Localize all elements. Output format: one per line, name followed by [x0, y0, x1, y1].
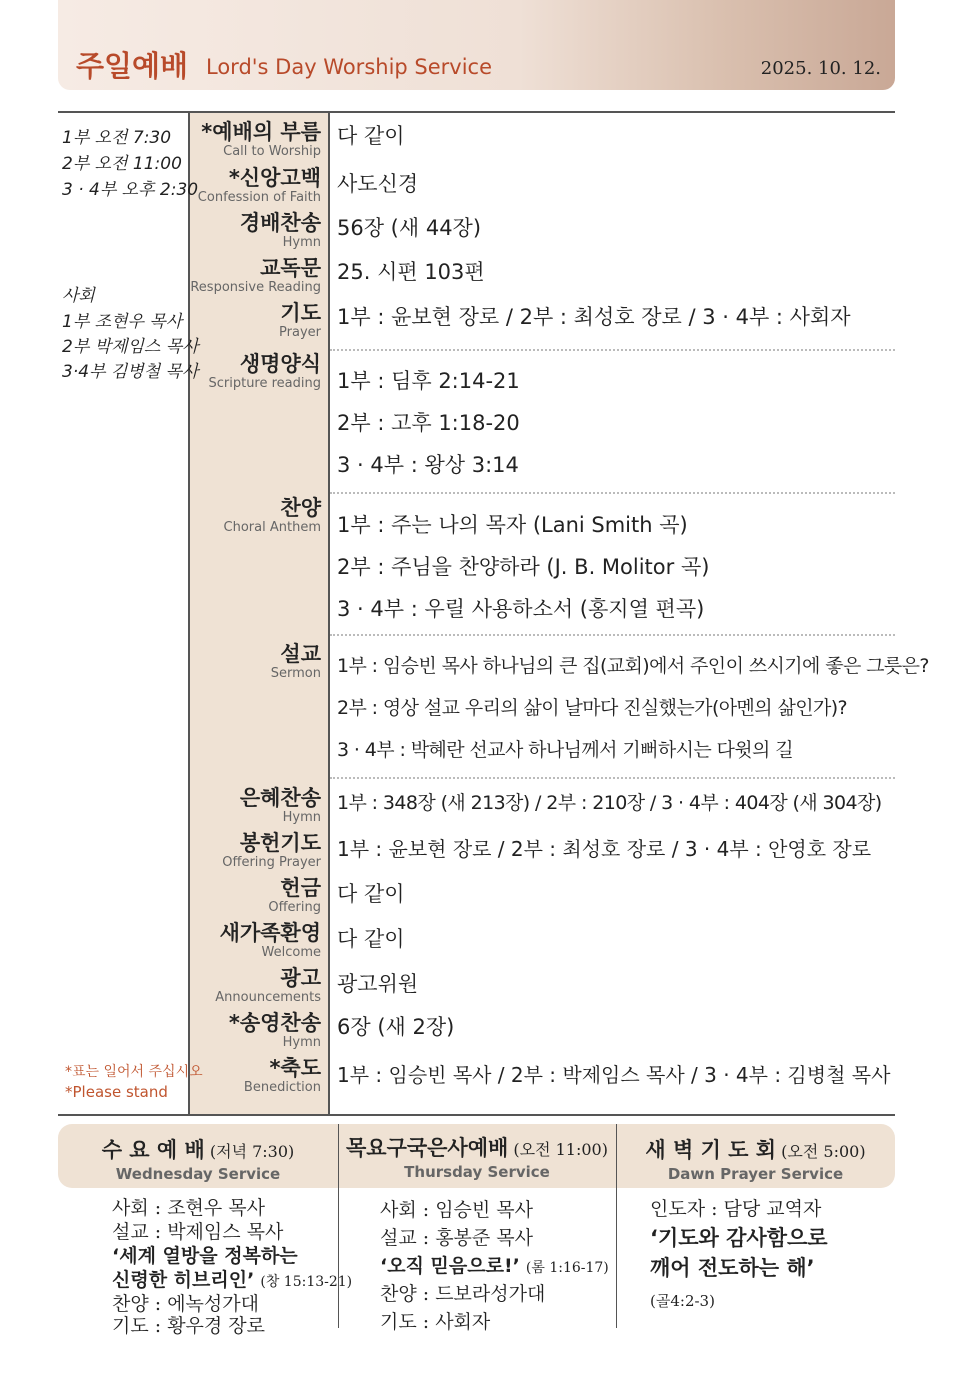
header-banner — [58, 0, 895, 90]
thursday-service-title: 목요구국은사예배 (오전 11:00) Thursday Service — [346, 1136, 608, 1181]
value-call-to-worship: 다 같이 — [337, 124, 405, 148]
label-confession: *신앙고백 Confession of Faith — [197, 166, 321, 205]
bottom-rule — [58, 1114, 895, 1116]
value-anthem-1: 1부 : 주는 나의 목자 (Lani Smith 곡) — [337, 513, 688, 537]
time-2: 2부 오전 11:00 — [62, 154, 182, 174]
divider — [330, 349, 895, 351]
dawn-theme-2: 깨어 전도하는 해’ — [650, 1256, 815, 1280]
thursday-choir: 찬양 : 드보라성가대 — [380, 1283, 546, 1305]
wednesday-service-title: 수 요 예 배 (저녁 7:30) Wednesday Service — [101, 1138, 295, 1183]
label-offering-prayer: 봉헌기도 Offering Prayer — [222, 831, 321, 870]
label-sermon: 설교 Sermon — [270, 642, 321, 681]
presider-2: 2부 박제임스 목사 — [62, 337, 199, 357]
value-offering-prayer: 1부 : 윤보현 장로 / 2부 : 최성호 장로 / 3 · 4부 : 안영호 장로 — [337, 837, 872, 861]
value-offering: 다 같이 — [337, 882, 405, 906]
label-benediction: *축도 Benediction — [243, 1056, 321, 1095]
value-welcome: 다 같이 — [337, 927, 405, 951]
label-call-to-worship: *예배의 부름 Call to Worship — [201, 120, 321, 159]
presider-3: 3·4부 김병철 목사 — [62, 362, 199, 382]
dawn-leader: 인도자 : 담당 교역자 — [650, 1198, 822, 1220]
divider — [330, 492, 895, 494]
value-scripture-1: 1부 : 딤후 2:14-21 — [337, 369, 520, 393]
value-confession: 사도신경 — [337, 172, 419, 196]
divider — [330, 777, 895, 779]
label-responsive-reading: 교독문 Responsive Reading — [190, 256, 321, 295]
thursday-sermon-title: ‘오직 믿음으로!’ (롬 1:16-17) — [380, 1255, 609, 1277]
wednesday-presider: 사회 : 조현우 목사 — [112, 1197, 265, 1219]
presider-1: 1부 조현우 목사 — [62, 312, 183, 332]
value-benediction: 1부 : 임승빈 목사 / 2부 : 박제임스 목사 / 3 · 4부 : 김병철 목사 — [337, 1063, 891, 1087]
label-hymn-2: 은혜찬송 Hymn — [239, 786, 321, 825]
label-anthem: 찬양 Choral Anthem — [223, 496, 321, 535]
label-prayer: 기도 Prayer — [279, 301, 321, 340]
label-announcements: 광고 Announcements — [215, 966, 321, 1005]
value-scripture-2: 2부 : 고후 1:18-20 — [337, 411, 520, 435]
thursday-preacher: 설교 : 홍봉준 목사 — [380, 1227, 533, 1249]
label-welcome: 새가족환영 Welcome — [219, 921, 321, 960]
page-title: 주일예배 — [76, 49, 189, 83]
value-hymn-1: 56장 (새 44장) — [337, 216, 482, 240]
value-sermon-1: 1부 : 임승빈 목사 하나님의 큰 집(교회)에서 주인이 쓰시기에 좋은 그릇은? — [337, 655, 929, 677]
stand-note-ko: *표는 일어서 주십시오 — [65, 1064, 203, 1080]
value-hymn-2: 1부 : 348장 (새 213장) / 2부 : 210장 / 3 · 4부 : 404장 (새 304장) — [337, 792, 882, 814]
value-anthem-3: 3 · 4부 : 우릴 사용하소서 (홍지열 편곡) — [337, 597, 705, 621]
dawn-prayer-title: 새 벽 기 도 회 (오전 5:00) Dawn Prayer Service — [645, 1138, 866, 1183]
wednesday-preacher: 설교 : 박제임스 목사 — [112, 1221, 284, 1243]
stand-note-en: *Please stand — [65, 1083, 168, 1101]
dawn-theme-1: ‘기도와 감사함으로 — [650, 1226, 828, 1250]
wednesday-sermon-title-1: ‘세계 열방을 정복하는 — [112, 1245, 298, 1267]
time-3: 3 · 4부 오후 2:30 — [62, 180, 199, 200]
value-scripture-3: 3 · 4부 : 왕상 3:14 — [337, 453, 519, 477]
value-announcements: 광고위원 — [337, 972, 419, 996]
label-scripture: 생명양식 Scripture reading — [208, 352, 321, 391]
wednesday-choir: 찬양 : 에녹성가대 — [112, 1293, 259, 1315]
dawn-reference: (골4:2-3) — [650, 1292, 715, 1310]
wednesday-prayer: 기도 : 황우경 장로 — [112, 1315, 265, 1337]
label-closing-hymn: *송영찬송 Hymn — [228, 1011, 321, 1050]
top-rule — [58, 111, 895, 113]
value-anthem-2: 2부 : 주님을 찬양하라 (J. B. Molitor 곡) — [337, 555, 710, 579]
label-hymn-1: 경배찬송 Hymn — [239, 211, 321, 250]
thursday-presider: 사회 : 임승빈 목사 — [380, 1199, 533, 1221]
divider — [330, 634, 895, 636]
time-1: 1부 오전 7:30 — [62, 128, 172, 148]
value-closing-hymn: 6장 (새 2장) — [337, 1015, 455, 1039]
value-sermon-2: 2부 : 영상 설교 우리의 삶이 날마다 진실했는가(아멘의 삶인가)? — [337, 697, 848, 719]
service-date: 2025. 10. 12. — [760, 58, 881, 79]
page-subtitle: Lord's Day Worship Service — [206, 55, 493, 79]
thursday-prayer: 기도 : 사회자 — [380, 1311, 491, 1333]
value-sermon-3: 3 · 4부 : 박혜란 선교사 하나님께서 기뻐하시는 다윗의 길 — [337, 739, 794, 761]
value-prayer: 1부 : 윤보현 장로 / 2부 : 최성호 장로 / 3 · 4부 : 사회자 — [337, 305, 851, 329]
label-offering: 헌금 Offering — [268, 876, 321, 915]
value-responsive-reading: 25. 시편 103편 — [337, 260, 485, 284]
wednesday-sermon-title-2: 신령한 히브리인’ (창 15:13-21) — [112, 1269, 353, 1291]
presider-heading: 사회 — [62, 286, 95, 306]
